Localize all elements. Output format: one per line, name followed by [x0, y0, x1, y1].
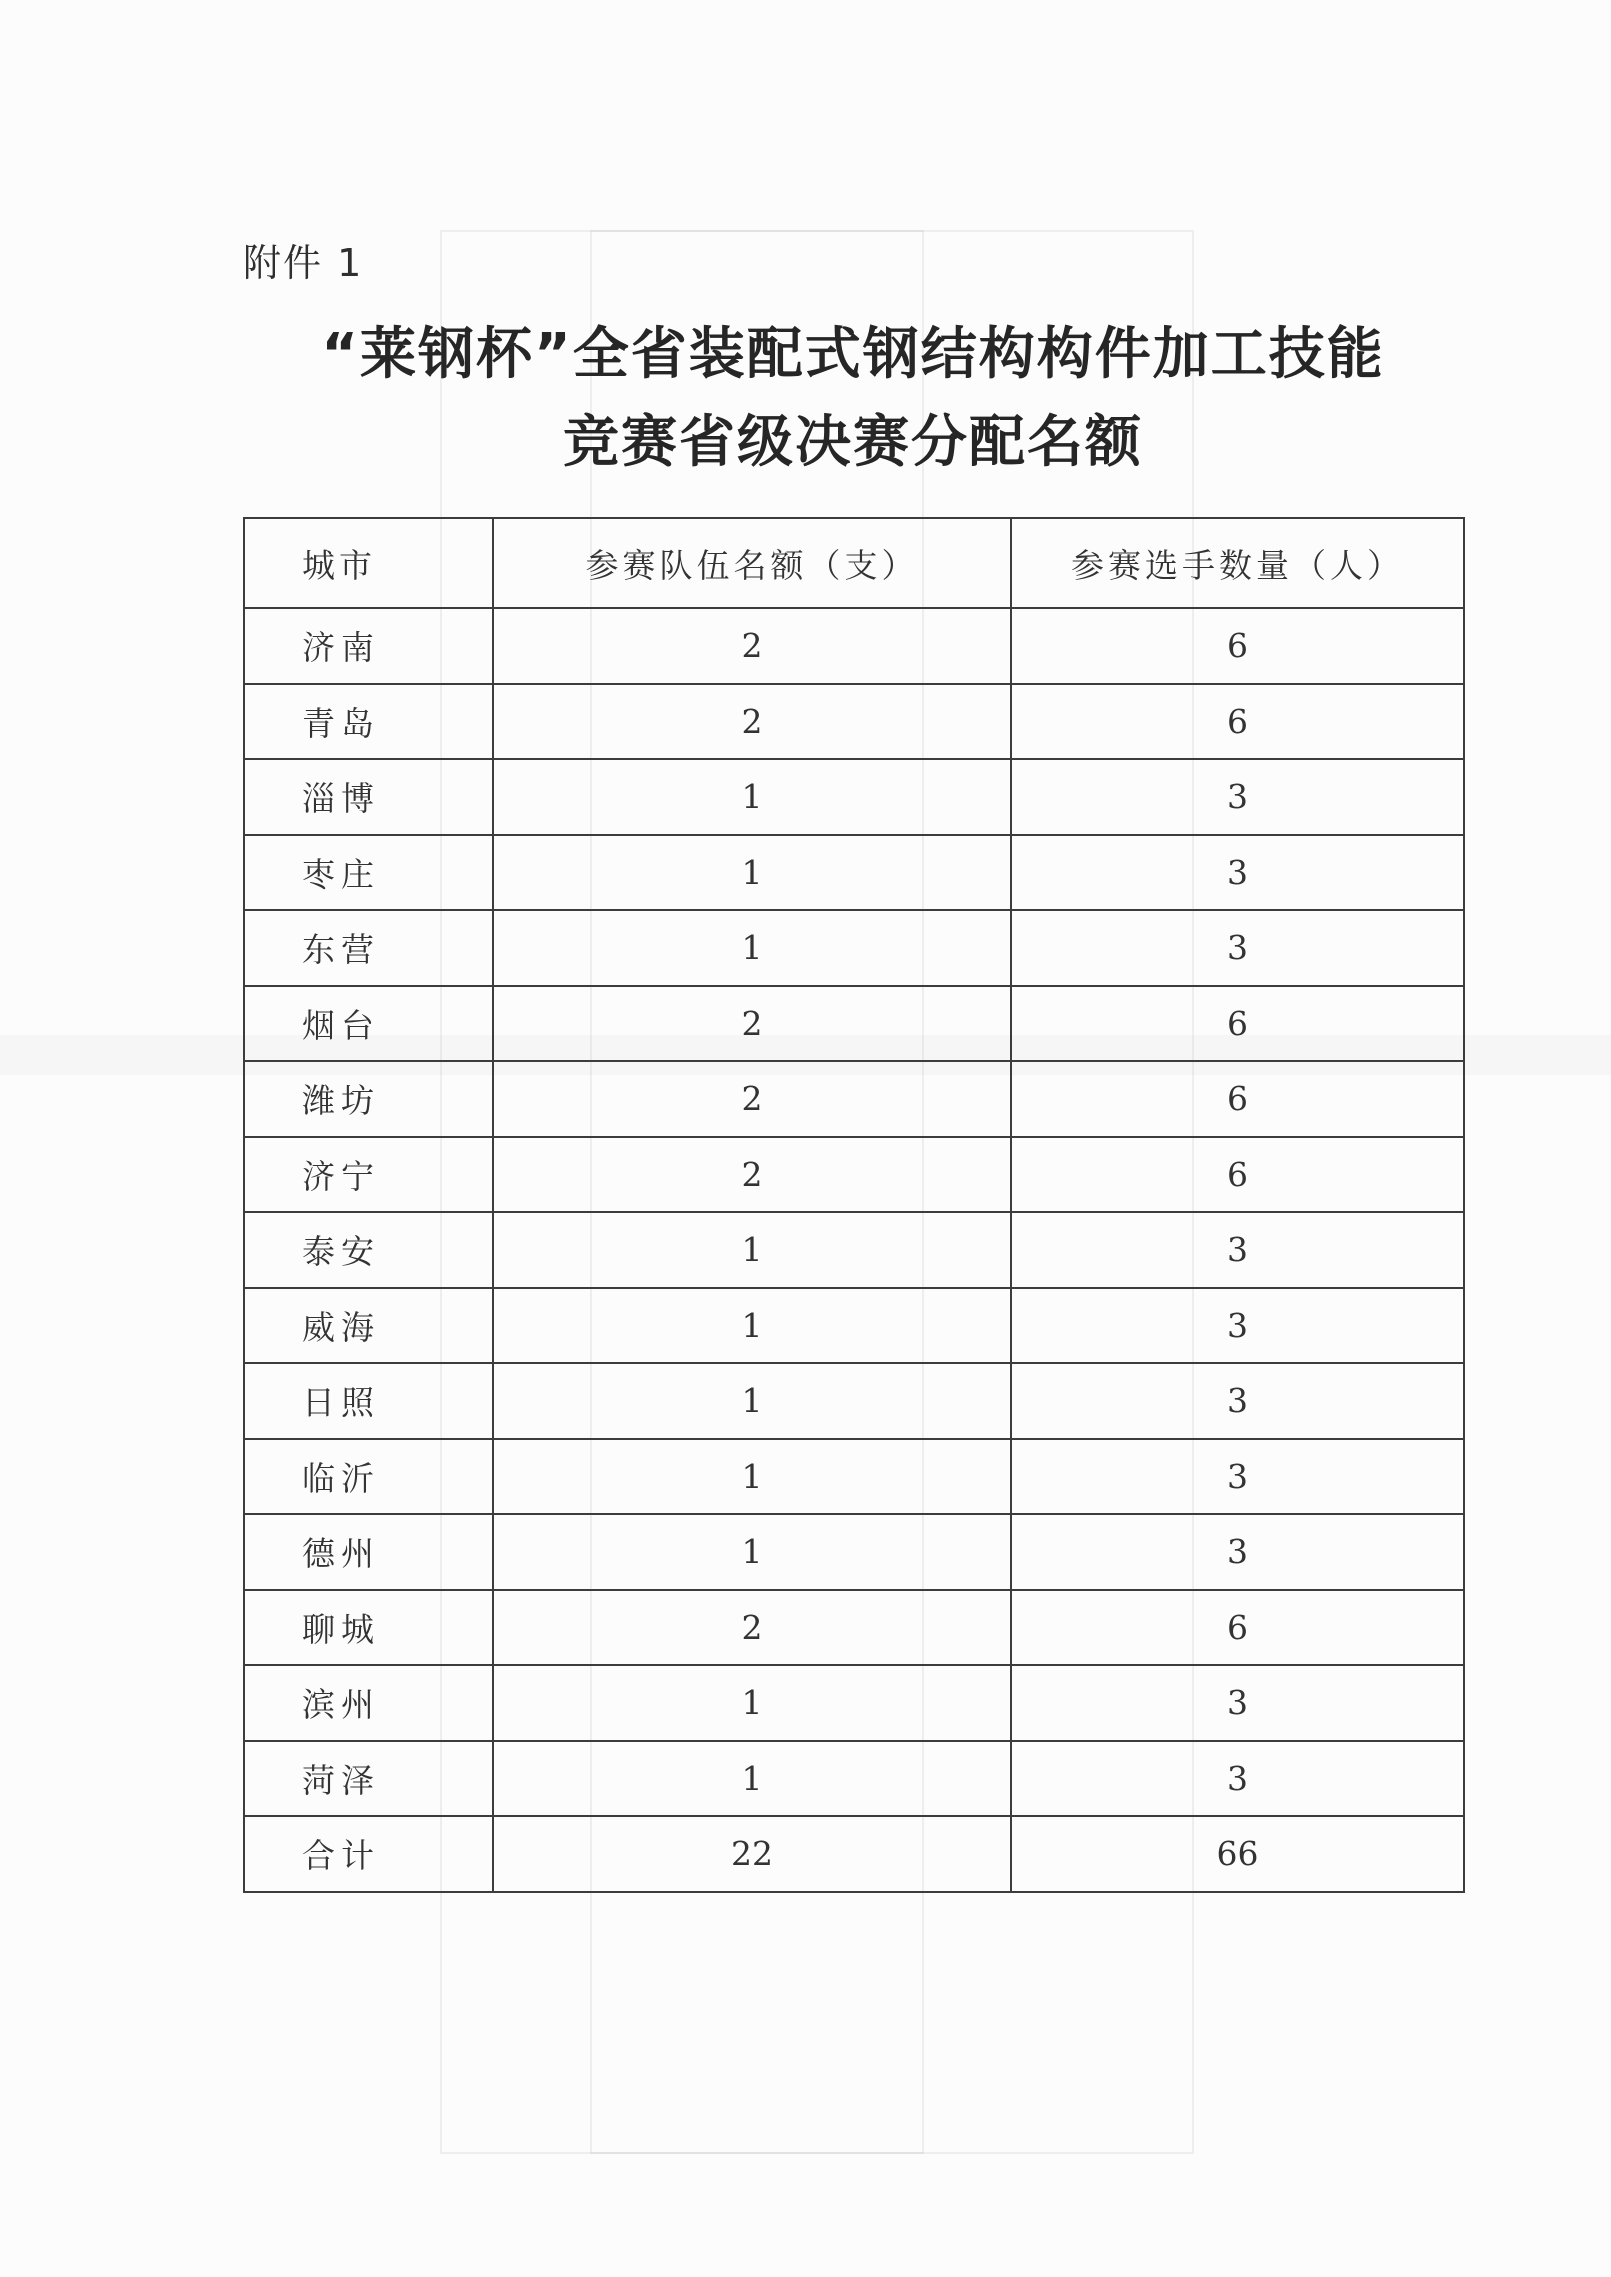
quota-table [243, 517, 1465, 1893]
cell-players: 3 [1011, 835, 1464, 911]
table-row [244, 1288, 1464, 1364]
cell-players: 3 [1011, 1514, 1464, 1590]
cell-city: 日照 [244, 1363, 493, 1439]
table-row [244, 684, 1464, 760]
cell-players: 6 [1011, 608, 1464, 684]
cell-teams: 1 [493, 835, 1011, 911]
cell-players: 3 [1011, 1439, 1464, 1515]
table-row [244, 1590, 1464, 1666]
cell-teams: 1 [493, 1665, 1011, 1741]
cell-teams: 2 [493, 608, 1011, 684]
cell-teams: 2 [493, 684, 1011, 760]
total-players: 66 [1011, 1816, 1464, 1892]
cell-city: 威海 [244, 1288, 493, 1364]
cell-players: 6 [1011, 1061, 1464, 1137]
cell-teams: 1 [493, 1288, 1011, 1364]
table-row [244, 1137, 1464, 1213]
cell-players: 3 [1011, 759, 1464, 835]
table-total-row [244, 1816, 1464, 1892]
cell-teams: 1 [493, 759, 1011, 835]
cell-teams: 2 [493, 1590, 1011, 1666]
cell-players: 3 [1011, 1665, 1464, 1741]
cell-players: 3 [1011, 910, 1464, 986]
cell-players: 3 [1011, 1288, 1464, 1364]
table-row [244, 759, 1464, 835]
cell-city: 潍坊 [244, 1061, 493, 1137]
cell-city: 青岛 [244, 684, 493, 760]
cell-city: 淄博 [244, 759, 493, 835]
cell-teams: 2 [493, 1137, 1011, 1213]
cell-city: 烟台 [244, 986, 493, 1062]
cell-players: 6 [1011, 1590, 1464, 1666]
table-row [244, 986, 1464, 1062]
header-players: 参赛选手数量（人） [1011, 518, 1464, 608]
page-title-line1: “莱钢杯”全省装配式钢结构构件加工技能 [321, 322, 1385, 387]
cell-teams: 2 [493, 1061, 1011, 1137]
table-row [244, 1212, 1464, 1288]
table-row [244, 1514, 1464, 1590]
table-row [244, 1061, 1464, 1137]
page-title-line2: 竞赛省级决赛分配名额 [563, 410, 1143, 475]
cell-players: 3 [1011, 1741, 1464, 1817]
cell-city: 泰安 [244, 1212, 493, 1288]
cell-city: 枣庄 [244, 835, 493, 911]
cell-city: 德州 [244, 1514, 493, 1590]
cell-teams: 1 [493, 1212, 1011, 1288]
attachment-label: 附件 1 [243, 241, 364, 285]
cell-teams: 1 [493, 1514, 1011, 1590]
total-teams: 22 [493, 1816, 1011, 1892]
cell-city: 济南 [244, 608, 493, 684]
cell-city: 聊城 [244, 1590, 493, 1666]
table-row [244, 1741, 1464, 1817]
cell-teams: 1 [493, 1741, 1011, 1817]
table-row [244, 1439, 1464, 1515]
cell-players: 6 [1011, 1137, 1464, 1213]
cell-teams: 1 [493, 1439, 1011, 1515]
cell-players: 6 [1011, 684, 1464, 760]
table-header-row [244, 518, 1464, 608]
cell-city: 临沂 [244, 1439, 493, 1515]
cell-players: 6 [1011, 986, 1464, 1062]
header-teams: 参赛队伍名额（支） [493, 518, 1011, 608]
header-city: 城市 [244, 518, 493, 608]
cell-teams: 1 [493, 1363, 1011, 1439]
cell-teams: 1 [493, 910, 1011, 986]
cell-city: 滨州 [244, 1665, 493, 1741]
table-row [244, 1665, 1464, 1741]
cell-teams: 2 [493, 986, 1011, 1062]
cell-city: 东营 [244, 910, 493, 986]
cell-city: 菏泽 [244, 1741, 493, 1817]
cell-city: 济宁 [244, 1137, 493, 1213]
cell-players: 3 [1011, 1363, 1464, 1439]
total-label: 合计 [244, 1816, 493, 1892]
table-row [244, 835, 1464, 911]
cell-players: 3 [1011, 1212, 1464, 1288]
table-row [244, 608, 1464, 684]
table-row [244, 910, 1464, 986]
table-row [244, 1363, 1464, 1439]
